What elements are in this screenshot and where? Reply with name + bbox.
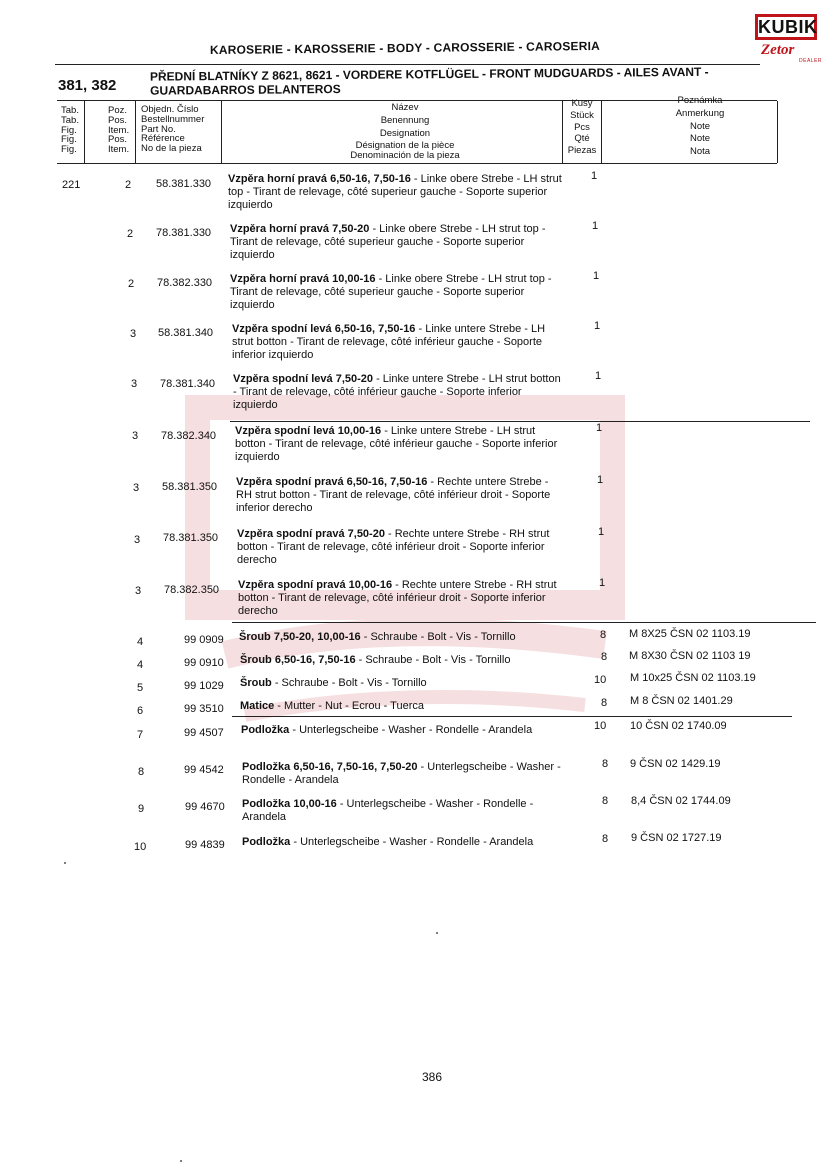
section-number: 381, 382 xyxy=(58,77,117,94)
row-part-no: 99 4839 xyxy=(185,839,225,851)
row-pos: 3 xyxy=(133,482,140,494)
logo-sub: Zetor xyxy=(761,42,795,58)
row-note: M 8X25 ČSN 02 1103.19 xyxy=(629,628,751,640)
scan-speck xyxy=(436,932,438,934)
col-divider xyxy=(221,101,222,163)
category-heading: KAROSERIE - KAROSSERIE - BODY - CAROSSERIE - CAROSERIA xyxy=(209,38,601,58)
row-pos: 3 xyxy=(130,328,137,340)
row-pos: 2 xyxy=(128,278,135,290)
row-pos: 3 xyxy=(134,534,141,546)
row-part-no: 78.381.340 xyxy=(160,378,216,390)
row-pos: 2 xyxy=(127,228,134,240)
row-qty: 10 xyxy=(594,674,607,686)
group-separator xyxy=(232,622,816,623)
column-header-bottom-rule xyxy=(57,163,777,164)
row-pos: 8 xyxy=(138,766,145,778)
row-qty: 8 xyxy=(602,758,609,770)
section-title: PŘEDNÍ BLATNÍKY Z 8621, 8621 - VORDERE KOTFLÜGEL - FRONT MUDGUARDS - AILES AVANT - GUARDABARROS DELANTEROS xyxy=(149,64,709,98)
row-description: Šroub 6,50-16, 7,50-16 - Schraube - Bolt - Vis - Tornillo xyxy=(240,654,511,666)
row-qty: 8 xyxy=(602,795,609,807)
row-pos: 4 xyxy=(137,636,144,648)
col-note-header: Poznámka Anmerkung Note Note Nota xyxy=(675,95,725,158)
row-pos: 6 xyxy=(137,705,144,717)
row-description: Podložka - Unterlegscheibe - Washer - Rondelle - Arandela xyxy=(241,724,533,736)
col-divider xyxy=(135,101,136,163)
group-separator xyxy=(230,421,810,422)
row-part-no: 78.381.330 xyxy=(156,227,212,239)
row-note: 8,4 ČSN 02 1744.09 xyxy=(631,795,731,807)
row-qty: 1 xyxy=(595,370,602,382)
row-part-no: 78.382.330 xyxy=(157,277,213,289)
row-part-no: 58.381.350 xyxy=(162,481,218,493)
row-note: 9 ČSN 02 1429.19 xyxy=(630,758,721,770)
row-description: Podložka 10,00-16 - Unterlegscheibe - Washer - Rondelle - Arandela xyxy=(242,798,534,823)
logo-box xyxy=(755,14,817,40)
row-pos: 4 xyxy=(137,659,144,671)
page-number: 386 xyxy=(422,1070,443,1084)
row-qty: 1 xyxy=(598,526,605,538)
row-part-no: 78.382.350 xyxy=(164,584,220,596)
row-note: 9 ČSN 02 1727.19 xyxy=(631,832,722,844)
row-description: Vzpěra spodní levá 10,00-16 - Linke untere Strebe - LH strut botton - Tirant de relevage, côté inférieur gauche - Soporte inferior izquierdo xyxy=(235,425,558,463)
scan-speck xyxy=(180,1160,182,1162)
row-pos: 5 xyxy=(137,682,144,694)
scan-speck xyxy=(64,862,66,864)
row-qty: 1 xyxy=(599,577,606,589)
row-description: Vzpěra spodní pravá 6,50-16, 7,50-16 - Rechte untere Strebe - RH strut botton - Tirant de relevage, côté inférieur droit - Soporte inferior derecho xyxy=(236,476,551,514)
col-name-header: Název Benennung Designation Désignation de la pièce Denominación de la pieza xyxy=(350,102,460,162)
col-part-header: Objedn. Číslo Bestellnummer Part No. Référence No de la pieza xyxy=(141,104,205,155)
row-part-no: 99 0909 xyxy=(184,634,224,646)
kubik-zetor-logo xyxy=(755,14,823,64)
row-part-no: 78.382.340 xyxy=(161,430,217,442)
logo-brand: KUBIK xyxy=(758,17,818,37)
row-qty: 1 xyxy=(592,220,599,232)
row-part-no: 99 1029 xyxy=(184,680,224,692)
row-description: Vzpěra spodní levá 7,50-20 - Linke untere Strebe - LH strut botton - Tirant de relevage, côté inférieur gauche - Soporte inferior izquierdo xyxy=(233,373,561,411)
row-part-no: 58.381.330 xyxy=(156,178,212,190)
row-qty: 8 xyxy=(601,697,608,709)
row-description: Šroub 7,50-20, 10,00-16 - Schraube - Bolt - Vis - Tornillo xyxy=(239,631,516,643)
row-description: Šroub - Schraube - Bolt - Vis - Tornillo xyxy=(240,677,427,689)
row-qty: 1 xyxy=(594,320,601,332)
row-qty: 1 xyxy=(597,474,604,486)
row-note: 10 ČSN 02 1740.09 xyxy=(630,720,727,732)
row-description: Vzpěra spodní levá 6,50-16, 7,50-16 - Linke untere Strebe - LH strut botton - Tirant de relevage, côté inférieur gauche - Soporte inferior izquierdo xyxy=(232,323,546,361)
row-description: Podložka - Unterlegscheibe - Washer - Rondelle - Arandela xyxy=(242,836,534,848)
row-note: M 8 ČSN 02 1401.29 xyxy=(630,695,733,707)
row-pos: 9 xyxy=(138,803,145,815)
row-part-no: 99 4542 xyxy=(184,764,224,776)
row-description: Vzpěra horní pravá 7,50-20 - Linke obere Strebe - LH strut top - Tirant de relevage, côté superieur gauche - Soporte superior izquierdo xyxy=(230,223,546,261)
logo-dealer: DEALER xyxy=(799,58,823,64)
row-qty: 1 xyxy=(591,170,598,182)
row-qty: 8 xyxy=(602,833,609,845)
row-part-no: 78.381.350 xyxy=(163,532,219,544)
row-description: Podložka 6,50-16, 7,50-16, 7,50-20 - Unterlegscheibe - Washer - Rondelle - Arandela xyxy=(242,761,561,786)
col-tab-header: Tab. Tab. Fig. Fig. Fig. xyxy=(61,105,79,156)
row-note: M 8X30 ČSN 02 1103 19 xyxy=(629,650,751,662)
row-pos: 2 xyxy=(125,179,132,191)
row-qty: 1 xyxy=(596,422,603,434)
row-description: Vzpěra horní pravá 10,00-16 - Linke obere Strebe - LH strut top - Tirant de relevage, côté superieur gauche - Soporte superior izquierdo xyxy=(230,273,552,311)
row-part-no: 99 3510 xyxy=(184,703,224,715)
row-part-no: 58.381.340 xyxy=(158,327,214,339)
col-qty-header: Kusy Stück Pcs Qté Piezas xyxy=(567,98,597,157)
row-qty: 10 xyxy=(594,720,607,732)
row-part-no: 99 4670 xyxy=(185,801,225,813)
row-qty: 8 xyxy=(600,629,607,641)
row-pos: 3 xyxy=(131,378,138,390)
col-divider xyxy=(84,101,85,163)
row-note: M 10x25 ČSN 02 1103.19 xyxy=(630,672,756,684)
col-pos-header: Poz. Pos. Item. Pos. Item. xyxy=(108,105,130,156)
row-part-no: 99 0910 xyxy=(184,657,224,669)
row-part-no: 99 4507 xyxy=(184,727,224,739)
row-pos: 10 xyxy=(134,841,147,853)
row-pos: 3 xyxy=(132,430,139,442)
group-separator xyxy=(232,716,792,717)
col-divider xyxy=(777,101,778,163)
row-description: Vzpěra spodní pravá 10,00-16 - Rechte untere Strebe - RH strut botton - Tirant de relevage, côté inférieur droit - Soporte inferior derecho xyxy=(238,579,557,617)
row-tab: 221 xyxy=(62,179,81,191)
row-description: Vzpěra spodní pravá 7,50-20 - Rechte untere Strebe - RH strut botton - Tirant de relevage, côté inférieur droit - Soporte inferior derecho xyxy=(237,528,550,566)
row-qty: 8 xyxy=(601,651,608,663)
row-pos: 3 xyxy=(135,585,142,597)
row-pos: 7 xyxy=(137,729,144,741)
row-description: Vzpěra horní pravá 6,50-16, 7,50-16 - Linke obere Strebe - LH strut top - Tirant de relevage, côté superieur gauche - Soporte superior izquierdo xyxy=(228,173,562,211)
row-description: Matice - Mutter - Nut - Ecrou - Tuerca xyxy=(240,700,425,712)
row-qty: 1 xyxy=(593,270,600,282)
